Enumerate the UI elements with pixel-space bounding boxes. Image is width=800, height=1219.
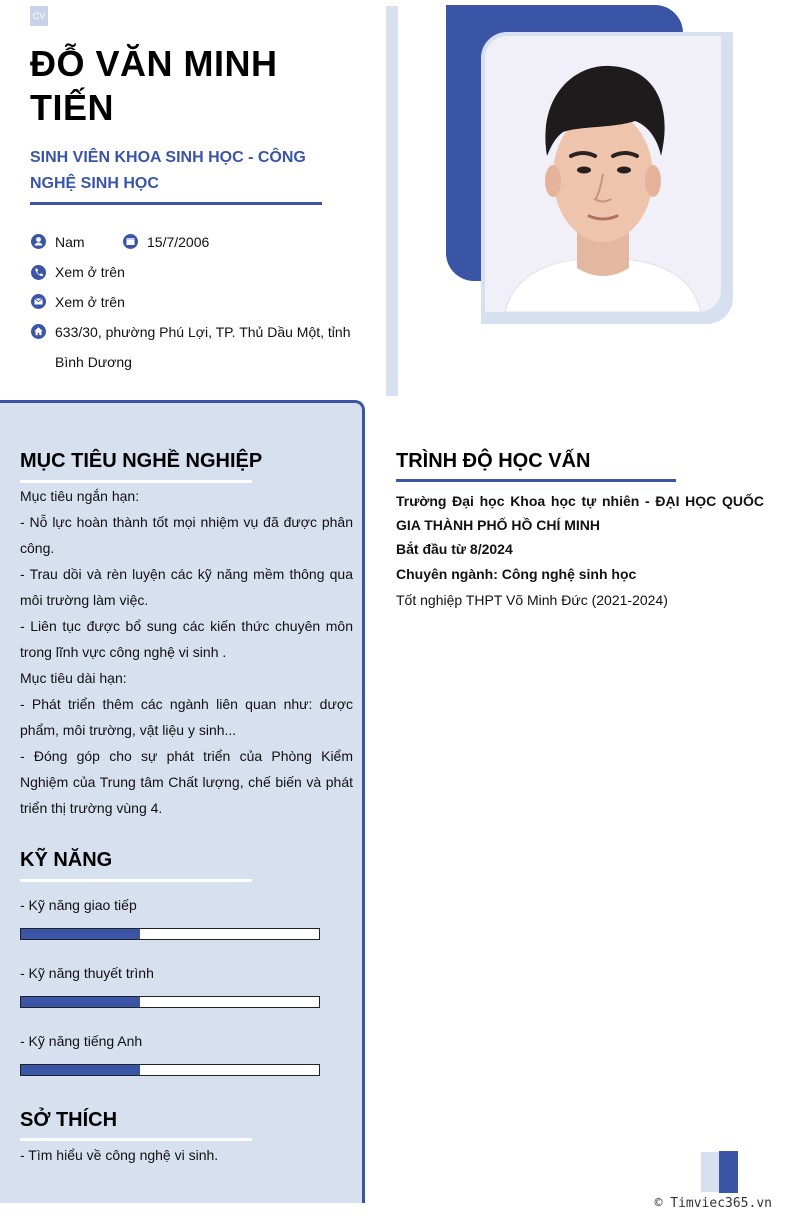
objective-line: Mục tiêu ngắn hạn: bbox=[20, 488, 140, 504]
skill-bar bbox=[20, 996, 320, 1008]
footer-watermark: © Timviec365.vn bbox=[654, 1196, 772, 1211]
candidate-name bbox=[30, 42, 360, 130]
calendar-icon bbox=[123, 234, 138, 249]
skills-underline bbox=[20, 879, 252, 882]
education-underline bbox=[396, 479, 676, 482]
profile-photo bbox=[485, 36, 721, 312]
hobbies-underline bbox=[20, 1138, 252, 1141]
title-underline bbox=[30, 202, 322, 205]
skill-label: - Kỹ năng tiếng Anh bbox=[20, 1033, 143, 1049]
skill-fill bbox=[21, 997, 140, 1007]
education-major: Chuyên ngành: Công nghệ sinh học bbox=[396, 566, 637, 582]
user-icon bbox=[31, 234, 46, 249]
cv-logo bbox=[30, 6, 48, 26]
objective-line: - Đóng góp cho sự phát triển của Phòng Kiểm Nghiệm của Trung tâm Chất lượng, chế biến và phát triển thị trường vùng 4. bbox=[20, 748, 353, 816]
corner-decoration bbox=[701, 1152, 719, 1192]
objective-line: - Liên tục được bổ sung các kiến thức chuyên môn trong lĩnh vực công nghệ vi sinh . bbox=[20, 618, 353, 660]
skill-fill bbox=[21, 1065, 140, 1075]
phone-icon bbox=[31, 265, 46, 280]
name-line-1: ĐỖ VĂN MINH bbox=[30, 43, 278, 84]
objective-title: MỤC TIÊU NGHỀ NGHIỆP bbox=[20, 450, 263, 472]
phone-value: Xem ở trên bbox=[55, 264, 125, 280]
skills-title: KỸ NĂNG bbox=[20, 849, 113, 871]
skill-label: - Kỹ năng giao tiếp bbox=[20, 897, 137, 913]
dob-value: 15/7/2006 bbox=[147, 234, 210, 250]
name-line-2: TIẾN bbox=[30, 87, 115, 128]
gender-value: Nam bbox=[55, 234, 85, 250]
hobbies-title: SỞ THÍCH bbox=[20, 1109, 118, 1131]
candidate-title: SINH VIÊN KHOA SINH HỌC - CÔNG NGHỆ SINH HỌC bbox=[30, 149, 306, 192]
objective-line: - Phát triển thêm các ngành liên quan như: dược phẩm, môi trường, vật liệu y sinh... bbox=[20, 696, 353, 738]
skill-bar bbox=[20, 1064, 320, 1076]
home-icon bbox=[31, 324, 46, 339]
education-start: Bắt đầu từ 8/2024 bbox=[396, 541, 513, 557]
profile-photo-illustration bbox=[485, 36, 721, 312]
education-title: TRÌNH ĐỘ HỌC VẤN bbox=[396, 450, 591, 472]
cv-logo-text: CV bbox=[32, 11, 46, 21]
education-highschool: Tốt nghiệp THPT Võ Minh Đức (2021-2024) bbox=[396, 592, 668, 608]
mail-icon bbox=[31, 294, 46, 309]
skill-fill bbox=[21, 929, 140, 939]
objective-line: - Trau dồi và rèn luyện các kỹ năng mềm thông qua môi trường làm việc. bbox=[20, 566, 353, 608]
header-divider bbox=[386, 6, 398, 396]
education-school: Trường Đại học Khoa học tự nhiên - ĐẠI HỌC QUỐC GIA THÀNH PHỐ HỒ CHÍ MINH bbox=[396, 493, 764, 533]
corner-decoration bbox=[719, 1151, 738, 1193]
objective-line: - Nỗ lực hoàn thành tốt mọi nhiệm vụ đã được phân công. bbox=[20, 514, 353, 556]
hobbies-text: - Tìm hiểu về công nghệ vi sinh. bbox=[20, 1147, 219, 1163]
objective-line: Mục tiêu dài hạn: bbox=[20, 670, 127, 686]
email-value: Xem ở trên bbox=[55, 294, 125, 310]
skill-label: - Kỹ năng thuyết trình bbox=[20, 965, 154, 981]
skill-bar bbox=[20, 928, 320, 940]
address-value: 633/30, phường Phú Lợi, TP. Thủ Dầu Một, tỉnh Bình Dương bbox=[55, 324, 351, 370]
objective-content bbox=[20, 483, 353, 821]
